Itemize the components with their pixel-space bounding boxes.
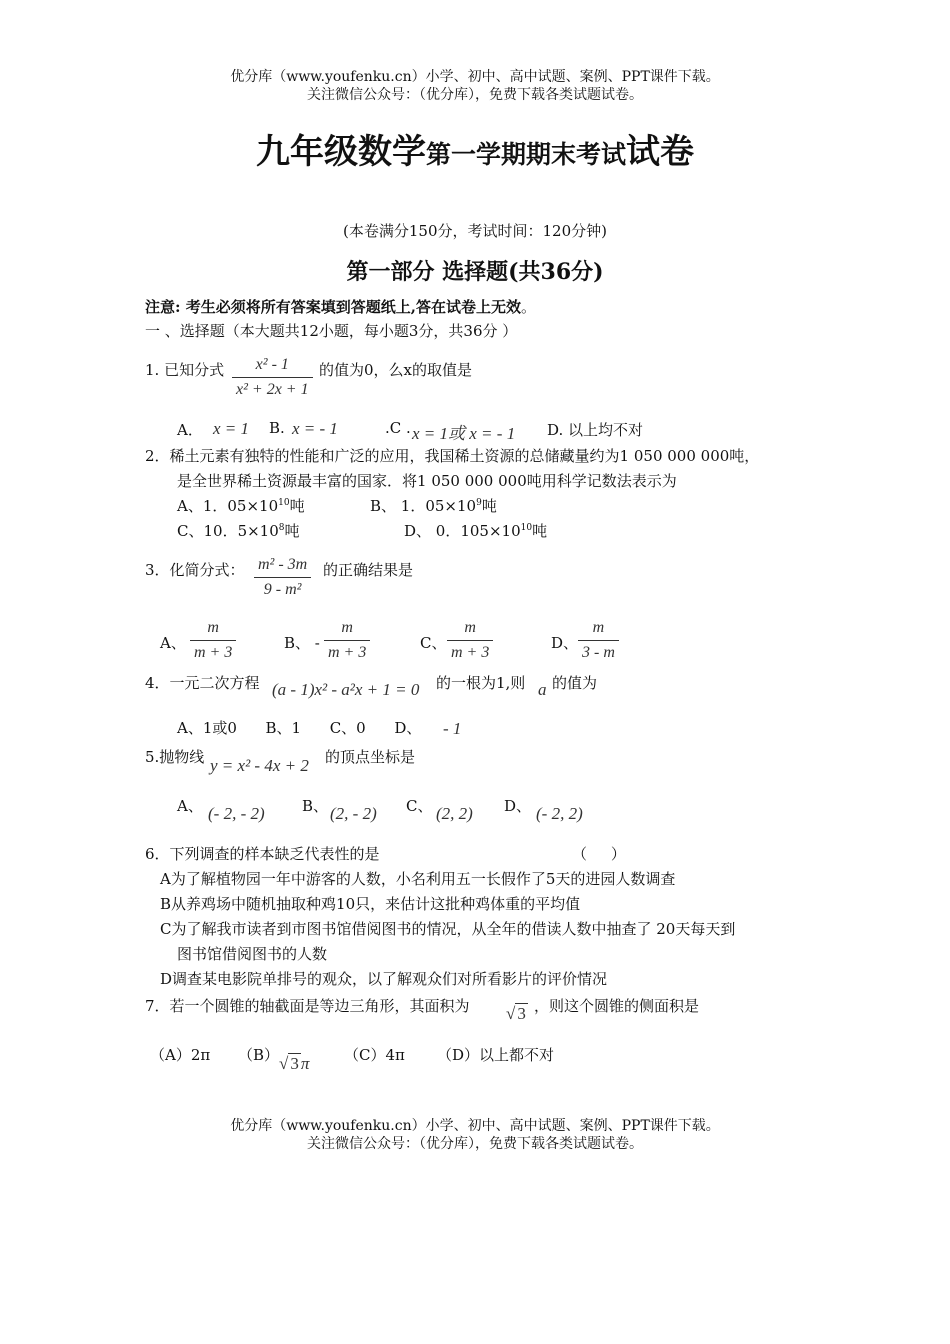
q3-denominator: 9 - m² bbox=[263, 581, 302, 598]
q1-stem: 1. 已知分式 bbox=[145, 361, 225, 379]
q1-option-d: D. 以上均不对 bbox=[547, 421, 644, 439]
q3-c-denominator: m + 3 bbox=[451, 644, 490, 661]
notice-end: 。 bbox=[520, 298, 536, 316]
q6-stem: 6．下列调查的样本缺乏代表性的是 bbox=[145, 845, 380, 863]
q5-option-c: (2, 2) bbox=[436, 804, 473, 823]
q3-option-a-label: A、 bbox=[160, 634, 186, 652]
q1-option-c-label: .C . bbox=[385, 419, 411, 437]
q5-option-c-label: C、 bbox=[406, 797, 433, 815]
footer-line-1: 优分库（www.youfenku.cn）小学、初中、高中试题、案例、PPT课件下载。 bbox=[230, 1118, 720, 1134]
q1-numerator: x² - 1 bbox=[232, 356, 313, 378]
q2-d-unit: 吨 bbox=[532, 522, 548, 540]
q6-option-d: D调查某电影院单排号的观众，以了解观众们对所看影片的评价情况 bbox=[160, 970, 608, 988]
header-line-2: 关注微信公众号：（优分库），免费下载各类试题试卷。 bbox=[307, 87, 643, 103]
page-title bbox=[0, 124, 950, 173]
q1-option-b-label: B. bbox=[269, 419, 285, 437]
q1-tail: 的值为0，么x的取值是 bbox=[319, 361, 473, 379]
q4-variable: a bbox=[538, 680, 547, 699]
q6-answer-paren: （ ） bbox=[572, 845, 626, 863]
q3-stem: 3．化简分式： bbox=[145, 561, 245, 579]
q3-d-denominator: 3 - m bbox=[582, 644, 615, 661]
q5-stem: 5.抛物线 bbox=[145, 748, 205, 766]
subtitle: (本卷满分150分，考试时间：120分钟) bbox=[343, 222, 607, 240]
q3-option-a bbox=[190, 619, 236, 662]
q3-tail: 的正确结果是 bbox=[323, 561, 414, 579]
q5-option-b-label: B、 bbox=[302, 797, 329, 815]
q7-option-d: （D）以上都不对 bbox=[437, 1046, 555, 1064]
q7-stem: 7．若一个圆锥的轴截面是等边三角形，其面积为 bbox=[145, 997, 470, 1015]
q1-option-c: x = 1或 x = - 1 bbox=[412, 424, 516, 443]
q2-c-exp: 8 bbox=[278, 523, 285, 533]
q2-a-base: A、1．05×10 bbox=[177, 497, 279, 515]
notice bbox=[145, 296, 536, 317]
q6-option-b: B从养鸡场中随机抽取种鸡10只，来估计这批种鸡体重的平均值 bbox=[160, 895, 581, 913]
q1-option-a-label: A． bbox=[177, 421, 203, 439]
q3-option-b-label: B、 - bbox=[284, 634, 320, 652]
q5-option-b: (2, - 2) bbox=[330, 804, 377, 823]
q7-tail: ，则这个圆锥的侧面积是 bbox=[534, 997, 700, 1015]
notice-bold: 注意: 考生必须将所有答案填到答题纸上,答在试卷上无效 bbox=[145, 298, 521, 316]
q7-option-a: （A）2π bbox=[150, 1046, 211, 1064]
q2-b-exp: 9 bbox=[476, 498, 482, 508]
q5-equation: y = x² - 4x + 2 bbox=[210, 756, 309, 775]
q3-b-denominator: m + 3 bbox=[328, 644, 367, 661]
q2-option-c bbox=[177, 520, 300, 541]
q3-option-b bbox=[324, 619, 370, 662]
q6-option-c-line-1: C为了解我市读者到市图书馆借阅图书的情况，从全年的借读人数中抽查了 20天每天到 bbox=[160, 920, 736, 938]
q3-option-c-label: C、 bbox=[420, 634, 447, 652]
q2-line-1: 2．稀土元素有独特的性能和广泛的应用，我国稀土资源的总储藏量约为1 050 000 000吨， bbox=[145, 447, 760, 465]
q7-option-b-label: （B） bbox=[238, 1046, 280, 1064]
q7-sqrt-value: 3 bbox=[517, 1004, 526, 1023]
q3-a-numerator: m bbox=[190, 619, 236, 641]
title-part-3: 试卷 bbox=[626, 132, 694, 172]
q2-option-d bbox=[404, 520, 547, 541]
q4-equation: (a - 1)x² - a²x + 1 = 0 bbox=[272, 680, 420, 699]
q5-option-a-label: A、 bbox=[177, 797, 203, 815]
q3-option-c bbox=[447, 619, 493, 662]
q4-option-d: - 1 bbox=[443, 719, 462, 738]
q2-c-base: C、10．5×10 bbox=[177, 522, 279, 540]
q2-b-unit: 吨 bbox=[481, 497, 497, 515]
q3-d-numerator: m bbox=[578, 619, 619, 641]
part-title: 第一部分 选择题(共36分) bbox=[346, 259, 604, 285]
q3-c-numerator: m bbox=[447, 619, 493, 641]
q7-sqrt: √ 3 bbox=[506, 1004, 526, 1023]
q1-option-a: x = 1 bbox=[213, 419, 250, 438]
q2-d-exp: 10 bbox=[520, 523, 533, 533]
title-part-2: 第一学期期末考试 bbox=[425, 140, 626, 169]
q5-option-a: (- 2, - 2) bbox=[208, 804, 265, 823]
q3-a-denominator: m + 3 bbox=[194, 644, 233, 661]
q7-option-b-pi: π bbox=[300, 1054, 310, 1073]
q5-tail: 的顶点坐标是 bbox=[325, 748, 416, 766]
q2-line-2: 是全世界稀土资源最丰富的国家．将1 050 000 000吨用科学记数法表示为 bbox=[177, 472, 677, 490]
q5-option-d: (- 2, 2) bbox=[536, 804, 583, 823]
q3-option-d bbox=[578, 619, 619, 662]
q6-option-c-line-2: 图书馆借阅图书的人数 bbox=[177, 945, 328, 963]
q4-tail: 的值为 bbox=[552, 674, 598, 692]
q2-option-b bbox=[370, 495, 497, 516]
q3-option-d-label: D、 bbox=[551, 634, 579, 652]
q2-b-base: B、 1．05×10 bbox=[370, 497, 477, 515]
q2-a-exp: 10 bbox=[278, 498, 290, 508]
q2-d-base: D、 0．105×10 bbox=[404, 522, 521, 540]
q7-option-b-sqrt: 3 bbox=[290, 1054, 299, 1073]
section-heading: 一 、选择题（本大题共12小题，每小题3分，共36分 ） bbox=[145, 322, 518, 340]
q3-b-numerator: m bbox=[324, 619, 370, 641]
q1-option-b: x = - 1 bbox=[292, 419, 338, 438]
q4-mid: 的一根为1,则 bbox=[436, 674, 526, 692]
q2-c-unit: 吨 bbox=[284, 522, 300, 540]
q6-option-a: A为了解植物园一年中游客的人数，小名利用五一长假作了5天的进园人数调查 bbox=[160, 870, 676, 888]
q5-option-d-label: D、 bbox=[504, 797, 532, 815]
q2-a-unit: 吨 bbox=[289, 497, 305, 515]
q7-option-c: （C）4π bbox=[344, 1046, 405, 1064]
q3-numerator: m² - 3m bbox=[254, 556, 311, 578]
q4-options: A、1或0 B、1 C、0 D、 bbox=[177, 719, 422, 737]
q3-fraction bbox=[254, 556, 311, 599]
header-line-1: 优分库（www.youfenku.cn）小学、初中、高中试题、案例、PPT课件下载。 bbox=[230, 69, 720, 85]
q2-option-a bbox=[177, 495, 305, 516]
title-part-1: 九年级数学 bbox=[255, 132, 426, 172]
q7-option-b: √ 3 π bbox=[279, 1054, 310, 1073]
q1-denominator: x² + 2x + 1 bbox=[236, 381, 309, 398]
q1-fraction bbox=[232, 356, 313, 399]
q4-stem: 4．一元二次方程 bbox=[145, 674, 260, 692]
footer-line-2: 关注微信公众号：（优分库），免费下载各类试题试卷。 bbox=[307, 1136, 643, 1152]
